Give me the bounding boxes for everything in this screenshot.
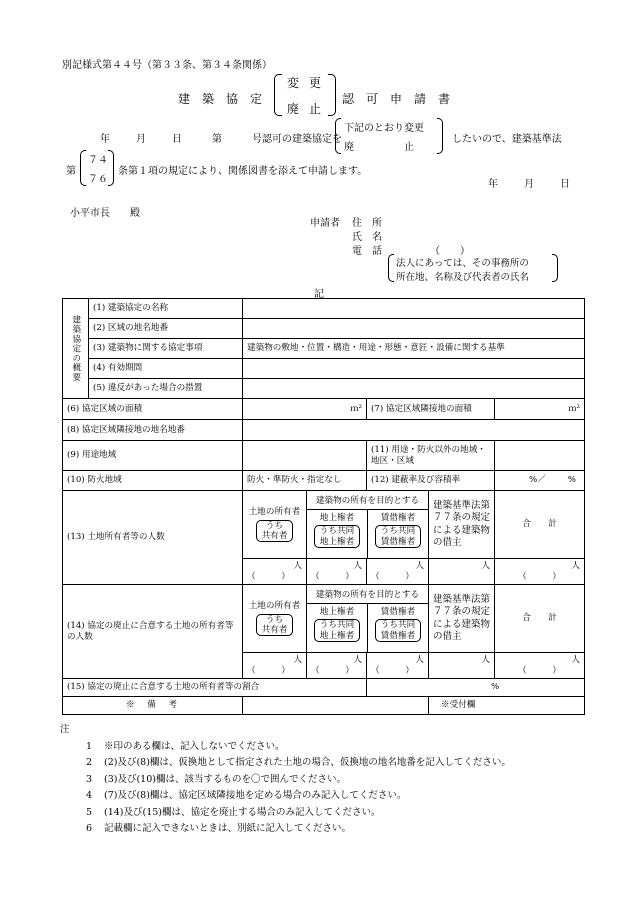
phone-label: 電 話	[352, 246, 382, 257]
lease-right-header-14: 賃借権者 うち共同 賃借権者	[368, 604, 428, 652]
surface-count-field[interactable]: 人 （ ）	[307, 559, 367, 585]
remarks-label: ※ 備 考	[63, 697, 243, 715]
overview-label-cell: 建築協定の概要	[63, 299, 89, 399]
adjacent-lot-field[interactable]	[243, 420, 585, 441]
address-label: 住 所	[352, 218, 382, 229]
remarks-field[interactable]	[243, 697, 429, 715]
ki-label: 記	[314, 289, 324, 300]
note-item: 1 ※印のある欄は、記入しないでください。	[85, 740, 285, 752]
note-item: 6 記載欄に記入できないときは、別紙に記入してください。	[85, 823, 352, 834]
change-bracket-right	[437, 118, 443, 154]
title-bracket-right	[328, 74, 336, 116]
art77-lessee-header: 建築基準法第７７条の規定による建築物の借主	[429, 491, 495, 559]
validity-period-label: (4) 有効期間	[89, 359, 243, 379]
abolition-owner-count-label: (14) 協定の廃止に合意する土地の所有者等の人数	[63, 585, 243, 679]
area-lot-label: (2) 区域の地名地番	[89, 319, 243, 339]
note-item: 3 (3)及び(10)欄は、該当するものを〇で囲んでください。	[85, 773, 346, 785]
corp-note-line2: 所在地、名称及び代表者の氏名	[396, 272, 530, 283]
article-text: 条第１項の規定により、関係図書を添えて申請します。	[118, 166, 368, 177]
area-lot-field[interactable]	[243, 319, 585, 339]
note-item: 4 (7)及び(8)欄は、協定区域隣接地を定める場合のみ記入してください。	[85, 790, 407, 801]
corp-bracket-right	[552, 254, 558, 282]
violation-measures-field[interactable]	[243, 379, 585, 399]
title-left: 建築協定	[178, 92, 275, 106]
corp-note-line1: 法人にあっては、その事務所の	[396, 258, 529, 269]
building-purpose-header: 建築物の所有を目的とする 地上権者 うち共同 地上権者 賃借権者 うち共同 賃借権者	[307, 491, 429, 559]
lessee-count-field[interactable]: 人	[429, 559, 495, 585]
coverage-ratio-label: (12) 建蔽率及び容積率	[367, 471, 495, 491]
fire-district-options[interactable]: 防火・準防火・指定なし	[243, 471, 367, 491]
total-header-14: 合 計	[495, 585, 585, 653]
agreement-area-field[interactable]	[243, 399, 367, 420]
note-item: 5 (14)及び(15)欄は、協定を廃止する場合のみ記入してください。	[85, 806, 381, 818]
agreement-area-label: (6) 協定区域の面積	[63, 399, 243, 420]
abolition-ratio-field[interactable]: %	[367, 679, 585, 697]
abolition-ratio-label: (15) 協定の廃止に合意する土地の所有者等の割合	[63, 679, 367, 697]
fire-district-label: (10) 防火地域	[63, 471, 243, 491]
article-bracket-right	[108, 150, 114, 186]
building-purpose-header-14: 建築物の所有を目的とする 地上権者 うち共同 地上権者 賃借権者 うち共同 賃借権者	[307, 585, 429, 653]
addressee: 小平市長 殿	[70, 208, 140, 219]
adjacent-lot-label: (8) 協定区域隣接地の地名地番	[63, 420, 243, 441]
change-option: 下記のとおり変更	[344, 123, 424, 134]
abolish-option: 廃 止	[344, 142, 414, 153]
land-owner-header-14: 土地の所有者 うち 共有者	[243, 585, 307, 653]
reception-label: ※受付欄	[429, 697, 585, 715]
zoning-field[interactable]	[243, 441, 367, 471]
zoning-label: (9) 用途地域	[63, 441, 243, 471]
surface-right-header-14: 地上権者 うち共同 地上権者	[307, 604, 368, 652]
agreement-name-field[interactable]	[243, 299, 585, 319]
title-bracket-left	[274, 74, 282, 116]
name-label: 氏 名	[352, 232, 382, 243]
other-districts-field[interactable]	[495, 441, 585, 471]
violation-measures-label: (5) 違反があった場合の措置	[89, 379, 243, 399]
request-number-text: 第 号認可の建築協定を	[212, 134, 342, 145]
phone-paren: （ ）	[430, 246, 470, 257]
form-number: 別記様式第４４号（第３３条、第３４条関係）	[62, 60, 272, 71]
notes-heading: 注	[60, 724, 70, 735]
article-prefix: 第	[66, 166, 76, 177]
other-districts-label: (11) 用途・防火以外の地域・地区・区域	[367, 441, 495, 471]
coverage-ratio-field[interactable]: %／ %	[495, 471, 585, 491]
request-date: 年 月 日	[100, 134, 184, 145]
total-count-field-14[interactable]: 人 （ ）	[495, 653, 585, 679]
owner-count-field-14[interactable]: 人 （ ）	[243, 653, 307, 679]
owner-count-label: (13) 土地所有者等の人数	[63, 491, 243, 585]
article-bracket-left	[80, 150, 86, 186]
change-bracket-left	[335, 118, 341, 154]
lessee-count-field-14[interactable]: 人	[429, 653, 495, 679]
adjacent-area-field[interactable]	[495, 399, 585, 420]
application-table	[62, 298, 585, 715]
request-text-end: したいので、建築基準法	[452, 134, 562, 145]
adjacent-area-label: (7) 協定区域隣接地の面積	[367, 399, 495, 420]
total-count-field[interactable]: 人 （ ）	[495, 559, 585, 585]
title-option-change: 変更	[287, 76, 332, 90]
notes-section	[62, 722, 511, 838]
lease-count-field-14[interactable]: 人 （ ）	[367, 653, 429, 679]
article-option-74: ７４	[88, 155, 108, 166]
agreement-name-label: (1) 建築協定の名称	[89, 299, 243, 319]
title-option-abolish: 廃止	[287, 102, 332, 116]
surface-right-header: 地上権者 うち共同 地上権者	[307, 510, 368, 558]
article-option-76: ７６	[88, 174, 108, 185]
agreement-area-unit: ｍ²	[349, 403, 362, 414]
applicant-label: 申請者	[310, 218, 340, 229]
note-item: 2 (2)及び(8)欄は、仮換地として指定された土地の場合、仮換地の地名地番を記入してください。	[85, 757, 511, 768]
submit-date: 年 月 日	[488, 179, 572, 190]
art77-lessee-header-14: 建築基準法第７７条の規定による建築物の借主	[429, 585, 495, 653]
corp-bracket-left	[388, 254, 394, 282]
owner-count-field[interactable]: 人 （ ）	[243, 559, 307, 585]
adjacent-area-unit: ｍ²	[567, 403, 580, 414]
title-right: 認可申請書	[342, 92, 463, 106]
agreement-matters-value[interactable]: 建築物の敷地・位置・構造・用途・形態・意匠・設備に関する基準	[243, 339, 585, 359]
validity-period-field[interactable]	[243, 359, 585, 379]
surface-count-field-14[interactable]: 人 （ ）	[307, 653, 367, 679]
land-owner-header: 土地の所有者 うち 共有者	[243, 491, 307, 559]
lease-count-field[interactable]: 人 （ ）	[367, 559, 429, 585]
total-header: 合 計	[495, 491, 585, 559]
lease-right-header: 賃借権者 うち共同 賃借権者	[368, 510, 428, 558]
agreement-matters-label: (3) 建築物に関する協定事項	[89, 339, 243, 359]
